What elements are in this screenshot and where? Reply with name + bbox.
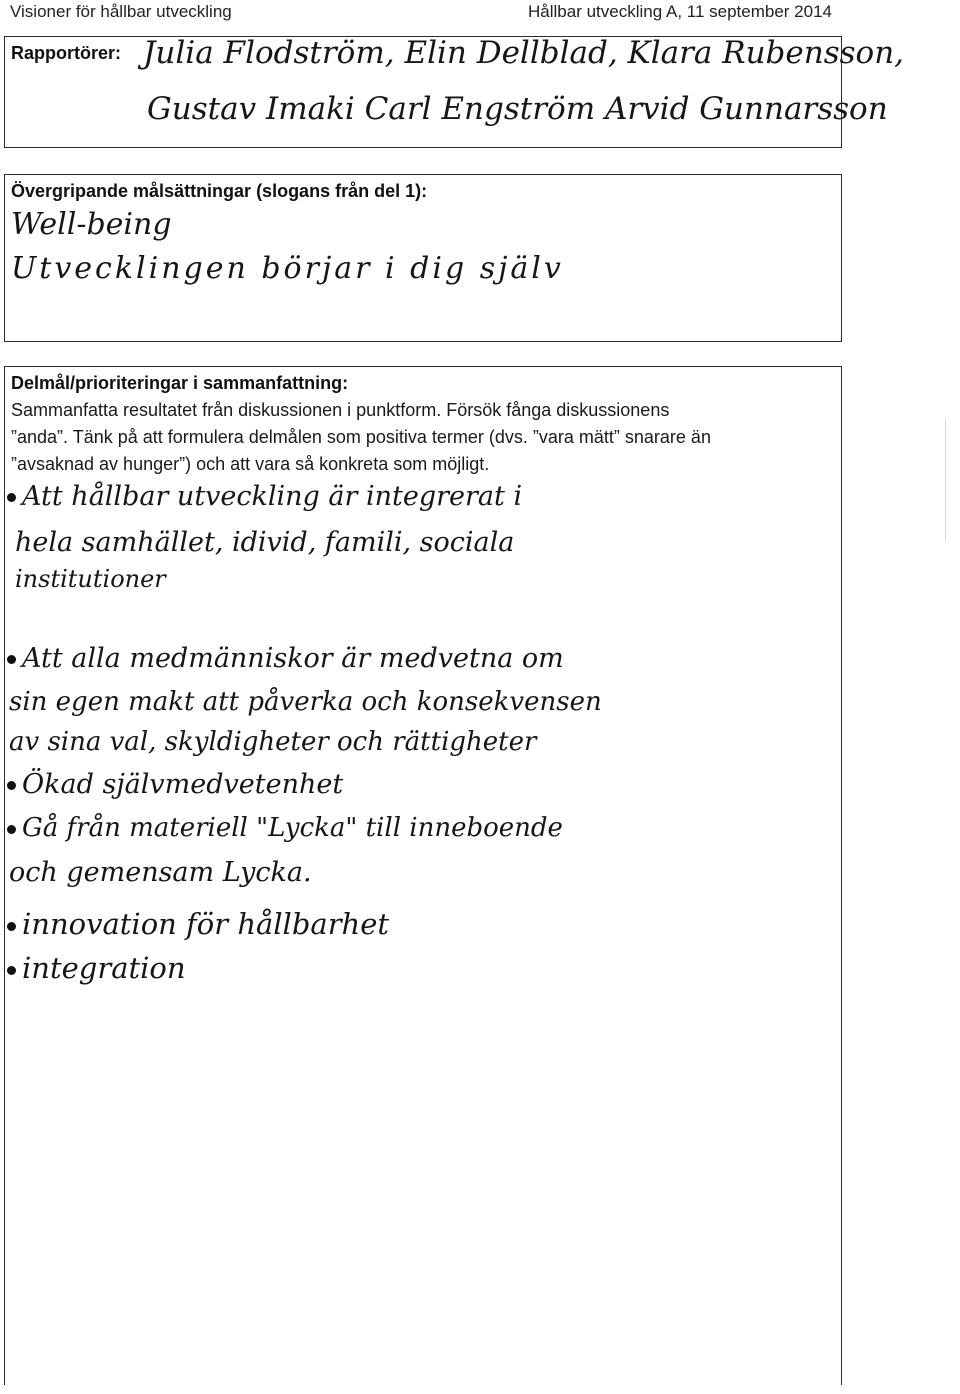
list-item [7, 769, 343, 800]
list-item [7, 907, 389, 941]
bullet-icon [7, 493, 16, 502]
bullet-icon [7, 781, 16, 790]
list-item-continuation: av sina val, skyldigheter och rättigheter [9, 727, 537, 757]
list-item [7, 481, 522, 512]
list-item [7, 813, 563, 843]
reporters-label: Rapportörer: [11, 43, 122, 63]
list-item-continuation: och gemensam Lycka. [9, 857, 312, 888]
list-item-text: Att hållbar utveckling är integrerat i [22, 481, 523, 512]
list-item-continuation: hela samhället, idivid, famili, sociala [15, 527, 515, 558]
overall-goals-label: Övergripande målsättningar (slogans från del 1): [11, 181, 428, 201]
list-item [7, 643, 564, 674]
overall-goals-line-2: Utvecklingen börjar i dig själv [11, 251, 564, 286]
instruction-line: Sammanfatta resultatet från diskussionen i punktform. Försök fånga diskussionens [11, 400, 670, 420]
list-item [7, 951, 186, 985]
sub-goals-instructions [11, 397, 711, 478]
overall-goals-line-1: Well-being [11, 207, 172, 242]
bullet-icon [7, 966, 16, 975]
list-item-text: Gå från materiell "Lycka" till inneboende [22, 813, 563, 843]
bullet-icon [7, 825, 16, 834]
list-item-continuation: institutioner [15, 565, 166, 593]
reporters-box [4, 35, 905, 148]
bullet-icon [7, 922, 16, 931]
bullet-icon [7, 655, 16, 664]
scan-margin-mark [945, 420, 946, 540]
reporters-names-line-1: Julia Flodström, Elin Dellblad, Klara Rubensson, [143, 35, 905, 71]
list-item-text: innovation för hållbarhet [22, 907, 390, 941]
sub-goals-label: Delmål/prioriteringar i sammanfattning: [11, 373, 349, 393]
list-item-text: Att alla medmänniskor är medvetna om [22, 643, 564, 674]
list-item-continuation: sin egen makt att påverka och konsekvensen [9, 687, 602, 717]
overall-goals-box [4, 174, 842, 342]
list-item-text: integration [22, 951, 186, 985]
reporters-names-line-2: Gustav Imaki Carl Engström Arvid Gunnarsson [147, 91, 888, 127]
instruction-line: ”anda”. Tänk på att formulera delmålen som positiva termer (dvs. ”vara mätt” snarare än [11, 427, 711, 447]
list-item-text: Ökad självmedvetenhet [22, 769, 344, 800]
instruction-line: ”avsaknad av hunger”) och att vara så konkreta som möjligt. [11, 454, 490, 474]
sub-goals-box [4, 366, 842, 1385]
document-header-title: Visioner för hållbar utveckling [10, 2, 232, 21]
document-header-course-date: Hållbar utveckling A, 11 september 2014 [528, 2, 832, 21]
